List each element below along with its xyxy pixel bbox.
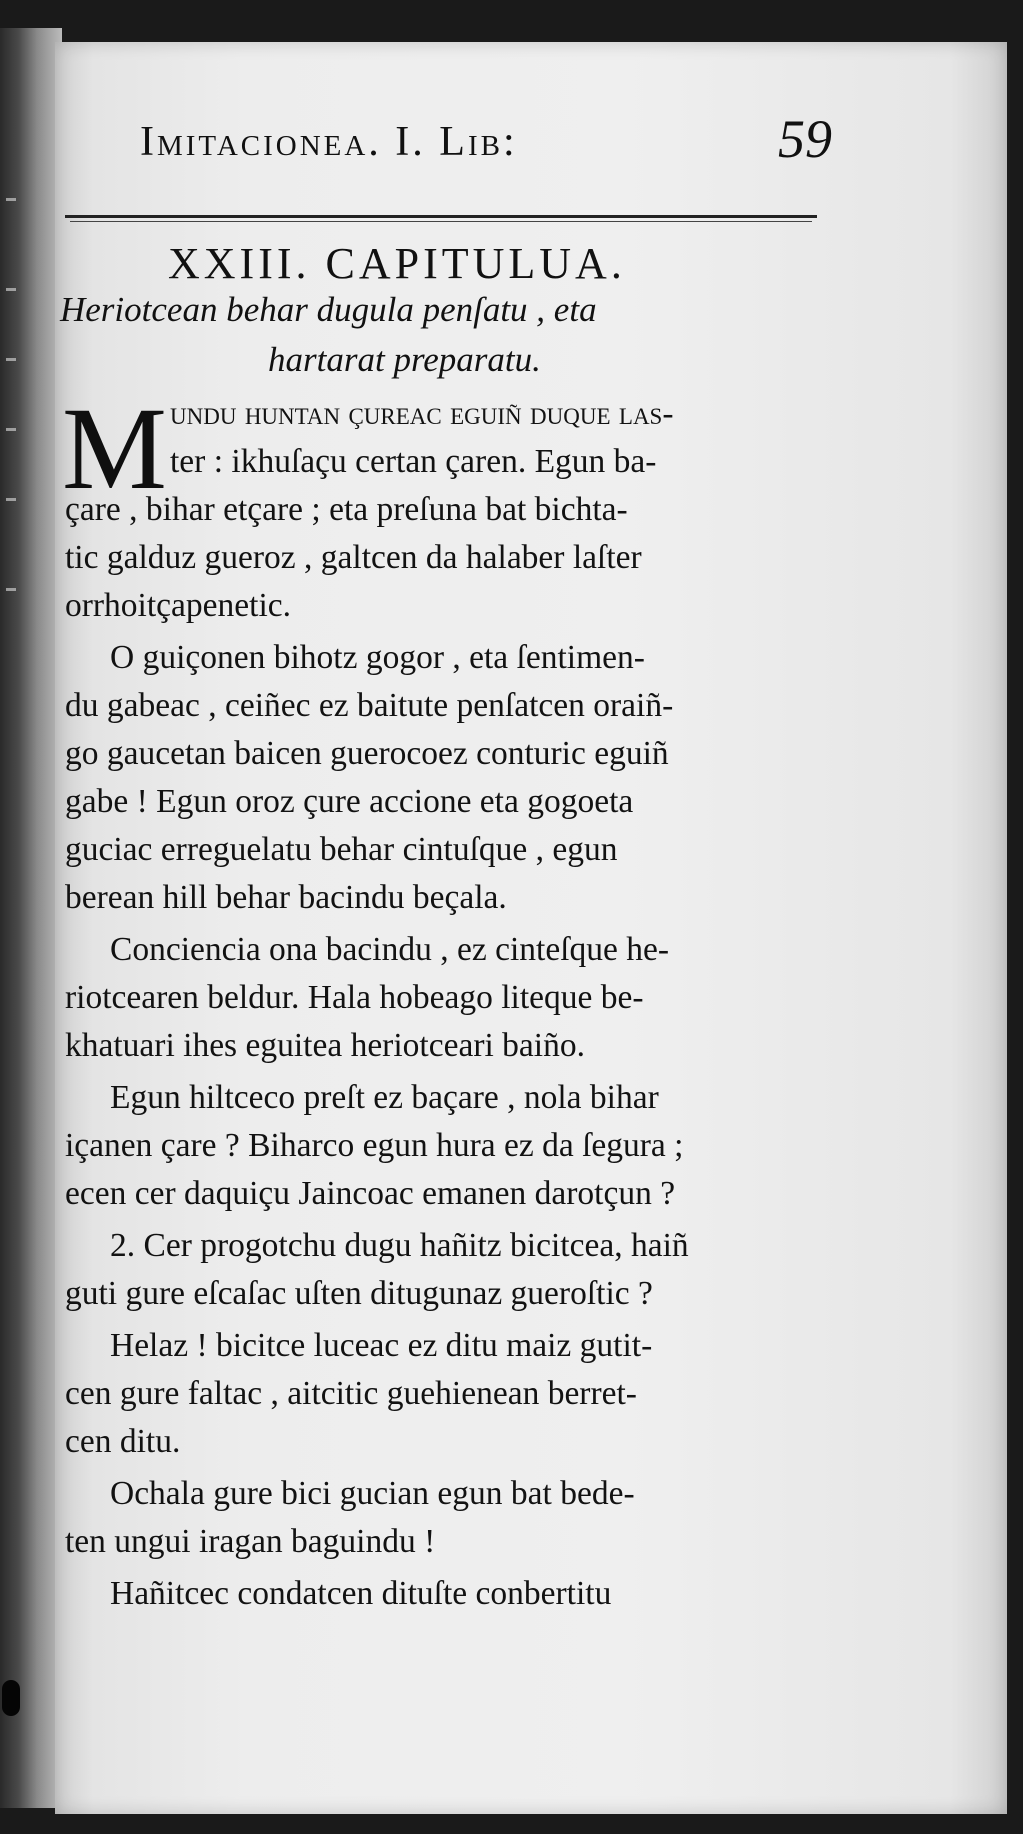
running-title (140, 118, 860, 166)
edge-mark (6, 288, 16, 291)
body-line: Egun hiltceco preſt ez baçare , nola bihar (110, 1079, 659, 1116)
body-line: O guiçonen bihotz gogor , eta ſentimen- (110, 639, 645, 676)
body-line: 2. Cer progotchu dugu hañitz bicitcea, haiñ (110, 1227, 689, 1264)
body-line: guti gure eſcaſac uſten ditugunaz gueroſtic ? (65, 1275, 653, 1312)
body-line: cen ditu. (65, 1423, 181, 1460)
chapter-subtitle-line: Heriotcean behar dugula penſatu , eta (60, 290, 597, 329)
body-line: Hañitcec condatcen dituſte conbertitu (110, 1575, 612, 1612)
body-line: go gaucetan baicen guerocoez conturic eguiñ (65, 735, 669, 772)
edge-mark (6, 428, 16, 431)
chapter-title: XXIII. CAPITULUA. (168, 239, 626, 288)
body-line: Conciencia ona bacindu , ez cinteſque he- (110, 931, 670, 968)
edge-mark (6, 588, 16, 591)
body-line: içanen çare ? Biharco egun hura ez da ſegura ; (65, 1127, 684, 1164)
binding-hole (2, 1680, 20, 1716)
body-line: cen gure faltac , aitcitic guehienean berret- (65, 1375, 637, 1412)
body-line: çare , bihar etçare ; eta preſuna bat bichta- (65, 491, 628, 528)
page-number: 59 (778, 109, 832, 169)
body-line: riotcearen beldur. Hala hobeago liteque be- (65, 979, 644, 1016)
header-rule-thin (70, 221, 812, 222)
body-line: ecen cer daquiçu Jaincoac emanen darotçun ? (65, 1175, 676, 1212)
edge-mark (6, 498, 16, 501)
body-line: undu huntan çureac eguiñ duque laſ- (170, 395, 674, 432)
header-rule (65, 215, 817, 218)
body-line: tic galduz gueroz , galtcen da halaber laſter (65, 539, 642, 576)
body-line: ter : ikhuſaçu certan çaren. Egun ba- (170, 443, 657, 480)
body-line: gabe ! Egun oroz çure accione eta gogoeta (65, 783, 634, 820)
body-line: berean hill behar bacindu beçala. (65, 879, 507, 916)
book-binding-edge (0, 28, 62, 1808)
body-line: Helaz ! bicitce luceac ez ditu maiz gutit- (110, 1327, 653, 1364)
body-line: du gabeac , ceiñec ez baitute penſatcen oraiñ- (65, 687, 674, 724)
body-line: khatuari ihes eguitea heriotceari baiño. (65, 1027, 585, 1064)
body-line: orrhoitçapenetic. (65, 587, 292, 624)
chapter-subtitle-line: hartarat preparatu. (268, 340, 541, 379)
edge-mark (6, 198, 16, 201)
body-line: ten ungui iragan baguindu ! (65, 1523, 436, 1560)
body-line: guciac erreguelatu behar cintuſque , egun (65, 831, 618, 868)
running-title-text: Imitacionea. I. Lib: (140, 119, 518, 165)
body-line: Ochala gure bici gucian egun bat bede- (110, 1475, 635, 1512)
edge-mark (6, 358, 16, 361)
drop-capital: M (62, 383, 167, 514)
